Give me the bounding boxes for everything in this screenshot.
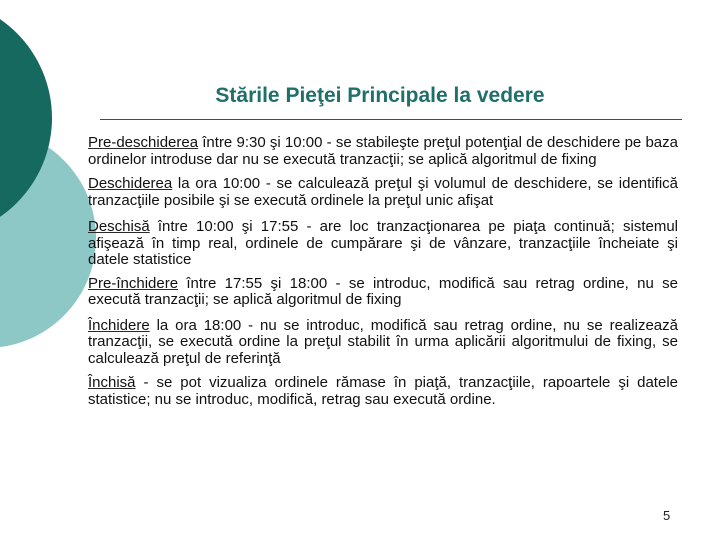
bullet-text: la ora 18:00 - nu se introduc, modifică sau retrag ordine, nu se realizează tranzacţii, se execută ordine la preţul stabilit în urma aplicării algoritmului de fixing, se calculează preţul de referinţă (88, 316, 678, 367)
bullet-text: între 17:55 şi 18:00 - se introduc, modifică sau retrag ordine, nu se execută tranzacţii; se aplică algoritmul de fixing (88, 274, 678, 308)
bullet-term: Închisă (88, 374, 136, 391)
page-number: 5 (663, 508, 671, 523)
bullet-pre-deschiderea (88, 135, 678, 168)
bullet-term: Pre-deschiderea (88, 134, 199, 151)
bullet-pre-inchidere (88, 276, 678, 309)
bullet-text: între 10:00 şi 17:55 - are loc tranzacţionarea pe piaţa continuă; sistemul afişează în timp real, ordinele de cumpărare şi de vânzare, tranzacţiile încheiate şi datele statistice (88, 218, 678, 268)
bullet-inchisa (88, 375, 678, 408)
bullet-deschiderea (88, 176, 678, 209)
bullet-text: la ora 10:00 - se calculează preţul şi volumul de deschidere, se identifică tranzacţiile posibile şi se execută ordinele la preţul unic afişat (88, 175, 678, 209)
bullet-term: Închidere (88, 316, 150, 334)
bullet-term: Pre-închidere (88, 274, 179, 292)
bullet-inchidere (88, 318, 678, 368)
bullet-term: Deschisă (88, 218, 150, 235)
bullet-text: între 9:30 şi 10:00 - se stabileşte preţul potenţial de deschidere pe baza ordinelor introduse dar nu se execută tranzacţii; se aplică algoritmul de fixing (88, 134, 678, 168)
slide-title: Stările Pieţei Principale la vedere (215, 84, 545, 107)
bullet-deschisa (88, 219, 678, 269)
bullet-list (88, 135, 678, 416)
title-divider (100, 119, 682, 120)
bullet-text: - se pot vizualiza ordinele rămase în piaţă, tranzacţiile, rapoartele şi datele statistice; nu se introduc, modifică, retrag sau execută ordine. (88, 374, 678, 408)
bullet-term: Deschiderea (88, 175, 173, 192)
